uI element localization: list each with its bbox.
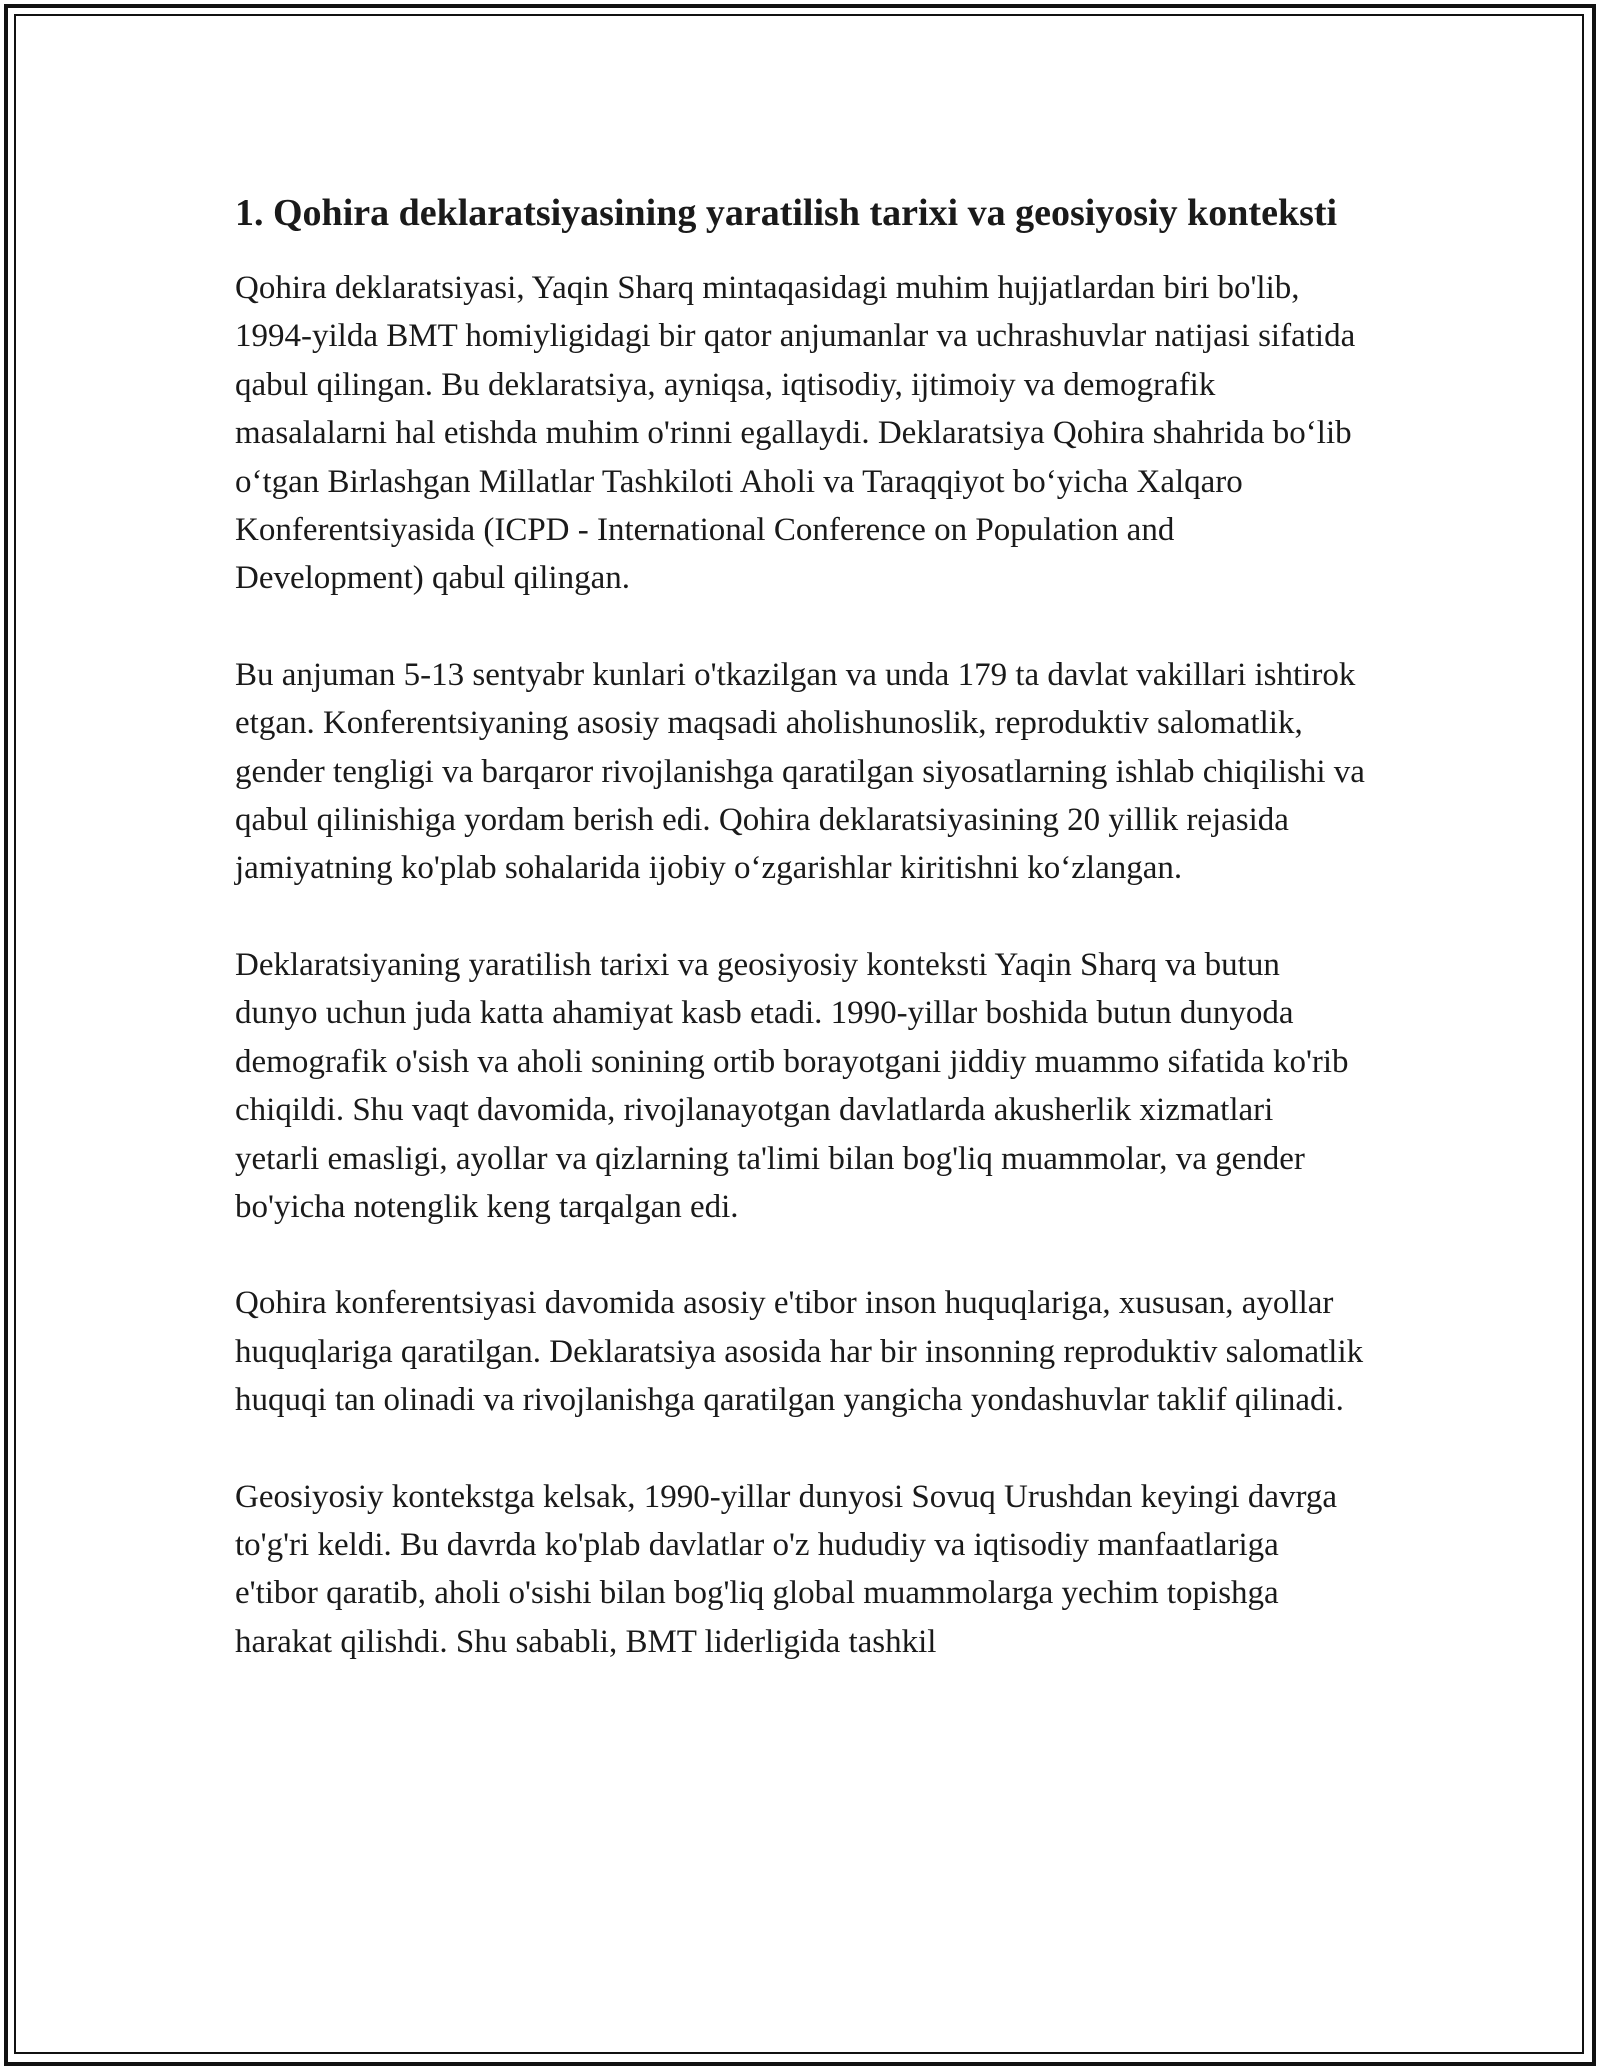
paragraph-5: Geosiyosiy kontekstga kelsak, 1990-yillar dunyosi Sovuq Urushdan keyingi davrga to'g'ri keldi. Bu davrda ko'plab davlatlar o'z hududiy va iqtisodiy manfaatlariga e'tibor qaratib, aholi o'sishi bilan bog'liq global muammolarga yechim topishga harakat qilishdi. Shu sababli, BMT liderligida tashkil [235, 1478, 1338, 1660]
paragraph-1: Qohira deklaratsiyasi, Yaqin Sharq mintaqasidagi muhim hujjatlardan biri bo'lib, 1994-yilda BMT homiyligidagi bir qator anjumanlar va uchrashuvlar natijasi sifatida qabul qilingan. Bu deklaratsiya, ayniqsa, iqtisodiy, ijtimoiy va demografik masalalarni hal etishda muhim o'rinni egallaydi. Deklaratsiya Qohira shahrida bo‘lib o‘tgan Birlashgan Millatlar Tashkiloti Aholi va Taraqqiyot bo‘yicha Xalqaro Konferentsiyasida (ICPD - International Conference on Population and Development) qabul qilingan. [235, 270, 1356, 597]
paragraph-2: Bu anjuman 5-13 sentyabr kunlari o'tkazilgan va unda 179 ta davlat vakillari ishtirok etgan. Konferentsiyaning asosiy maqsadi aholishunoslik, reproduktiv salomatlik, gender tengligi va barqaror rivojlanishga qaratilgan siyosatlarning ishlab chiqilishi va qabul qilinishiga yordam berish edi. Qohira deklaratsiyasining 20 yillik rejasida jamiyatning ko'plab sohalarida ijobiy o‘zgarishlar kiritishni ko‘zlangan. [235, 656, 1365, 887]
paragraph-4: Qohira konferentsiyasi davomida asosiy e'tibor inson huquqlariga, xususan, ayollar huquqlariga qaratilgan. Deklaratsiya asosida har bir insonning reproduktiv salomatlik huquqi tan olinadi va rivojlanishga qaratilgan yangicha yondashuvlar taklif qilinadi. [235, 1285, 1364, 1419]
document-body [235, 186, 1365, 1714]
section-heading: 1. Qohira deklaratsiyasining yaratilish tarixi va geosiyosiy konteksti [235, 192, 1338, 234]
paragraph-3: Deklaratsiyaning yaratilish tarixi va geosiyosiy konteksti Yaqin Sharq va butun dunyo uchun juda katta ahamiyat kasb etadi. 1990-yillar boshida butun dunyoda demografik o'sish va aholi sonining ortib borayotgani jiddiy muammo sifatida ko'rib chiqildi. Shu vaqt davomida, rivojlanayotgan davlatlarda akusherlik xizmatlari yetarli emasligi, ayollar va qizlarning ta'limi bilan bog'liq muammolar, va gender bo'yicha notenglik keng tarqalgan edi. [235, 946, 1349, 1225]
